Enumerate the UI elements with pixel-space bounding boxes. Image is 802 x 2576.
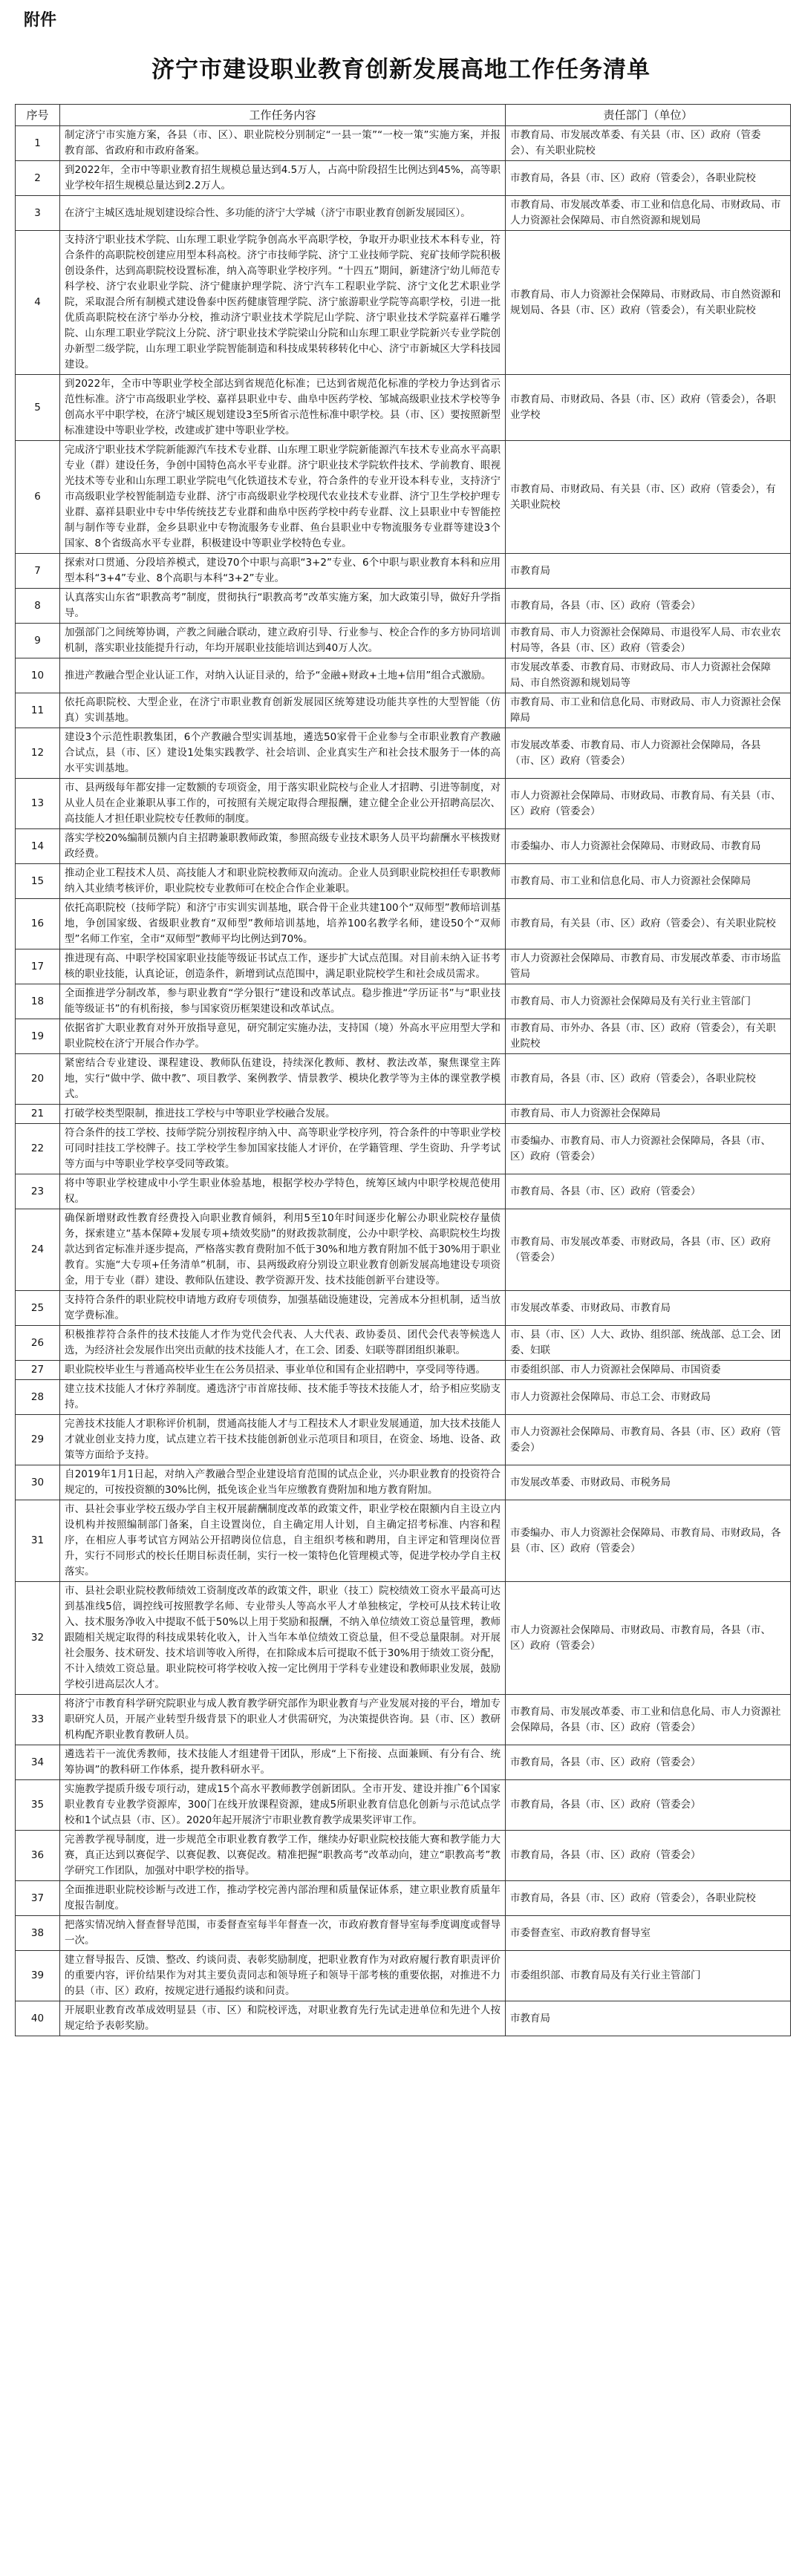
row-number: 5 — [16, 375, 60, 441]
row-number: 16 — [16, 899, 60, 949]
task-content: 把落实情况纳入督查督导范围，市委督查室每半年督查一次，市政府教育督导室每季度调度或督导一次。 — [60, 1916, 506, 1951]
responsible-dept: 市教育局、市财政局、有关县（市、区）政府（管委会），有关职业院校 — [506, 441, 791, 554]
responsible-dept: 市发展改革委、市财政局、市教育局 — [506, 1291, 791, 1326]
task-content: 完善技术技能人才职称评价机制，贯通高技能人才与工程技术人才职业发展通道，加大技术技能人才就业创业支持力度，试点建立若干技术技能创新创业示范项目和项目，在资金、场地、设备、政策等方面给予支持。 — [60, 1415, 506, 1465]
table-body — [16, 126, 791, 2036]
responsible-dept: 市委组织部、市人力资源社会保障局、市国资委 — [506, 1361, 791, 1380]
task-content: 制定济宁市实施方案，各县（市、区）、职业院校分别制定“一县一策”“一校一策”实施方案，并报教育部、省政府和市政府备案。 — [60, 126, 506, 161]
row-number: 27 — [16, 1361, 60, 1380]
task-content: 推进现有高、中职学校国家职业技能等级证书试点工作，逐步扩大试点范围。对目前未纳入证书考核的职业技能，认真论证，创造条件，新增到试点范围中，满足职业院校学生和社会成员需求。 — [60, 949, 506, 984]
row-number: 3 — [16, 196, 60, 231]
task-content: 支持济宁职业技术学院、山东理工职业学院争创高水平高职学校，争取开办职业技术本科专业，符合条件的高职院校创建应用型本科高校。济宁市技师学院、济宁工业技师学院、兖矿技师学院积极创设条件，达到高职院校设置标准，纳入高等职业学校序列。“十四五”期间，新建济宁幼儿师范专科学校、济宁农业职业学院、济宁健康护理学院、济宁汽车工程职业学院、济宁文化艺术职业学院，采取混合所有制模式建设鲁泰中医药健康管理学院、济宁旅游职业学院等高职学校，引进一批优质高职院校在济宁举办分校，推动济宁职业技术学院尼山学院、济宁职业技术学院嘉祥石雕学院、山东理工职业学院汶上分院、济宁职业技术学院梁山分院和山东理工职业学院新兴专业学院创办新型二级学院，山东理工职业学院智能制造和科技成果转移转化中心、济宁市新城区大学科技园建设。 — [60, 231, 506, 375]
header-content: 工作任务内容 — [60, 105, 506, 126]
responsible-dept: 市教育局、市人力资源社会保障局及有关行业主管部门 — [506, 984, 791, 1019]
task-content: 全面推进职业院校诊断与改进工作，推动学校完善内部治理和质量保证体系，建立职业教育质量年度报告制度。 — [60, 1881, 506, 1916]
table-row — [16, 1780, 791, 1831]
row-number: 13 — [16, 779, 60, 829]
responsible-dept: 市教育局，有关县（市、区）政府（管委会）、有关职业院校 — [506, 899, 791, 949]
responsible-dept: 市教育局、市发展改革委、有关县（市、区）政府（管委会）、有关职业院校 — [506, 126, 791, 161]
table-row — [16, 2001, 791, 2036]
table-row — [16, 658, 791, 693]
task-content: 紧密结合专业建设、课程建设、教师队伍建设，持续深化教师、教材、教法改革，聚焦课堂主阵地，实行“做中学、做中教”、项目教学、案例教学、情景教学、模块化教学等为主体的课堂教学模式。 — [60, 1054, 506, 1105]
table-row — [16, 693, 791, 728]
task-content: 依托高职院校、大型企业，在济宁市职业教育创新发展园区统筹建设功能共享性的大型智能（仿真）实训基地。 — [60, 693, 506, 728]
task-content: 依据省扩大职业教育对外开放指导意见，研究制定实施办法，支持国（境）外高水平应用型大学和职业院校在济宁开展合作办学。 — [60, 1019, 506, 1054]
row-number: 37 — [16, 1881, 60, 1916]
responsible-dept: 市教育局 — [506, 2001, 791, 2036]
task-content: 完善教学视导制度，进一步规范全市职业教育教学工作，继续办好职业院校技能大赛和教学能力大赛，真正达到以赛促学、以赛促教、以赛促改。精准把握“职教高考”改革动向，建立“职教高考”教学研究工作团队，加强对中职学校的指导。 — [60, 1831, 506, 1881]
task-table — [15, 104, 791, 2036]
row-number: 12 — [16, 728, 60, 779]
table-row — [16, 196, 791, 231]
table-row — [16, 1105, 791, 1124]
table-row — [16, 161, 791, 196]
task-content: 自2019年1月1日起，对纳入产教融合型企业建设培育范围的试点企业，兴办职业教育的投资符合规定的，可按投资额的30%比例，抵免该企业当年应缴教育费附加和地方教育附加。 — [60, 1465, 506, 1500]
row-number: 23 — [16, 1174, 60, 1209]
row-number: 36 — [16, 1831, 60, 1881]
task-content: 开展职业教育改革成效明显县（市、区）和院校评选，对职业教育先行先试走进单位和先进个人按规定给予表彰奖励。 — [60, 2001, 506, 2036]
task-content: 探索对口贯通、分段培养模式，建设70个中职与高职“3+2”专业、6个中职与职业教育本科和应用型本科“3+4”专业、8个高职与本科“3+2”专业。 — [60, 554, 506, 589]
table-row — [16, 1695, 791, 1745]
task-content: 市、县两级每年都安排一定数额的专项资金，用于落实职业院校与企业人才招聘、引进等制度，对从业人员在企业兼职从事工作的，可按照有关规定取得合理报酬，建立健全企业公开招聘高层次、高技能人才担任职业院校专任教师的制度。 — [60, 779, 506, 829]
table-row — [16, 1582, 791, 1695]
responsible-dept: 市发展改革委、市教育局、市财政局、市人力资源社会保障局、市自然资源和规划局等 — [506, 658, 791, 693]
task-content: 市、县社会事业学校五级办学自主权开展薪酬制度改革的政策文件，职业学校在限额内自主设立内设机构并按照编制部门备案，自主设置岗位，自主确定用人计划，自主确定招考标准、内容和程序，在相应人事考试官方网站公开招聘岗位信息，自主组织考核和聘用，自主评定和管理岗位晋升，实行不同形式的校长任期目标责任制，实行一校一策特色化管理模式等，促进学校办学自主权落实。 — [60, 1500, 506, 1582]
task-content: 确保新增财政性教育经费投入向职业教育倾斜，利用5至10年时间逐步化解公办职业院校存量债务，探索建立“基本保障+发展专项+绩效奖励”的财政拨款制度，公办中职学校、高职院校生均拨款达到省定标准并逐步提高，严格落实教育费附加不低于30%和地方教育附加不低于30%用于职业教育。实施“大专项+任务清单”机制，市、县两级政府分别设立职业教育创新发展高地建设专项资金，用于专业（群）建设、教师队伍建设、教学资源开发、技术技能创新平台建设等。 — [60, 1209, 506, 1291]
task-content: 推动企业工程技术人员、高技能人才和职业院校教师双向流动。企业人员到职业院校担任专职教师纳入其业绩考核评价，职业院校专业教师可在校企合作企业兼职。 — [60, 864, 506, 899]
responsible-dept: 市人力资源社会保障局、市财政局、市教育局，各县（市、区）政府（管委会） — [506, 1582, 791, 1695]
table-row — [16, 1054, 791, 1105]
table-row — [16, 984, 791, 1019]
row-number: 14 — [16, 829, 60, 864]
table-row — [16, 1380, 791, 1415]
row-number: 31 — [16, 1500, 60, 1582]
table-header-row — [16, 105, 791, 126]
table-row — [16, 375, 791, 441]
table-row — [16, 829, 791, 864]
table-row — [16, 554, 791, 589]
task-content: 将中等职业学校建成中小学生职业体验基地，根据学校办学特色，统筹区域内中职学校规范使用权。 — [60, 1174, 506, 1209]
responsible-dept: 市教育局、市人力资源社会保障局、市财政局、市自然资源和规划局、各县（市、区）政府（管委会），有关职业院校 — [506, 231, 791, 375]
responsible-dept: 市教育局，各县（市、区）政府（管委会），各职业院校 — [506, 1054, 791, 1105]
row-number: 17 — [16, 949, 60, 984]
responsible-dept: 市教育局，各县（市、区）政府（管委会），各职业院校 — [506, 1881, 791, 1916]
task-content: 落实学校20%编制员额内自主招聘兼职教师政策，参照高级专业技术职务人员平均薪酬水平核拨财政经费。 — [60, 829, 506, 864]
task-content: 到2022年，全市中等职业教育招生规模总量达到4.5万人，占高中阶段招生比例达到45%，高等职业学校年招生规模总量达到2.2万人。 — [60, 161, 506, 196]
task-content: 到2022年，全市中等职业学校全部达到省规范化标准；已达到省规范化标准的学校力争达到省示范性标准。济宁市高级职业学校、嘉祥县职业中专、曲阜中医药学校、邹城高级职业技术学校等争创高水平中职学校，在济宁城区规划建设3至5所省示范性标准中职学校。县（市、区）要按照新型标准建设中等职业学校，改建或扩建中等职业学校。 — [60, 375, 506, 441]
responsible-dept: 市教育局 — [506, 554, 791, 589]
responsible-dept: 市教育局、市发展改革委、市工业和信息化局、市财政局、市人力资源社会保障局、市自然资源和规划局 — [506, 196, 791, 231]
table-row — [16, 1465, 791, 1500]
table-row — [16, 126, 791, 161]
task-content: 完成济宁职业技术学院新能源汽车技术专业群、山东理工职业学院新能源汽车技术专业高水平高职专业（群）建设任务，争创中国特色高水平专业群。济宁职业技术学院软件技术、学前教育、眼视光技术等专业和山东理工职业学院电气化铁道技术专业，符合条件的专业开设本科专业，支持济宁市高级职业学校智能制造专业群、济宁市高级职业学校现代农业技术专业群、济宁卫生学校护理专业群、嘉祥县职业中专中华传统技艺专业群和曲阜中医药学校中药专业群、汶上县职业中专智能控制与制作等专业群，金乡县职业中专物流服务专业群、鱼台县职业中专物流服务专业群等建设3个国家、8个省级高水平专业群，积极建设中等职业学校特色专业。 — [60, 441, 506, 554]
table-row — [16, 949, 791, 984]
responsible-dept: 市教育局、市工业和信息化局、市财政局、市人力资源社会保障局 — [506, 693, 791, 728]
table-row — [16, 1124, 791, 1174]
row-number: 6 — [16, 441, 60, 554]
table-row — [16, 1019, 791, 1054]
task-content: 在济宁主城区选址规划建设综合性、多功能的济宁大学城（济宁市职业教育创新发展园区）。 — [60, 196, 506, 231]
responsible-dept: 市教育局、市人力资源社会保障局、市退役军人局、市农业农村局等，各县（市、区）政府（管委会） — [506, 624, 791, 658]
row-number: 9 — [16, 624, 60, 658]
table-row — [16, 589, 791, 624]
table-row — [16, 864, 791, 899]
row-number: 15 — [16, 864, 60, 899]
row-number: 28 — [16, 1380, 60, 1415]
row-number: 2 — [16, 161, 60, 196]
table-row — [16, 1831, 791, 1881]
row-number: 19 — [16, 1019, 60, 1054]
row-number: 25 — [16, 1291, 60, 1326]
table-row — [16, 1500, 791, 1582]
row-number: 38 — [16, 1916, 60, 1951]
responsible-dept: 市委编办、市人力资源社会保障局、市教育局、市财政局，各县（市、区）政府（管委会） — [506, 1500, 791, 1582]
table-row — [16, 1951, 791, 2001]
table-row — [16, 1415, 791, 1465]
task-content: 积极推荐符合条件的技术技能人才作为党代会代表、人大代表、政协委员、团代会代表等候选人选，为经济社会发展作出突出贡献的技术技能人才，在工会、团委、妇联等群团组织兼职。 — [60, 1326, 506, 1361]
task-content: 遴选若干一流优秀教师，技术技能人才组建骨干团队，形成“上下衔接、点面兼顾、有分有合、统筹协调”的教科研工作体系，提升教科研水平。 — [60, 1745, 506, 1780]
row-number: 8 — [16, 589, 60, 624]
table-row — [16, 1174, 791, 1209]
document-title: 济宁市建设职业教育创新发展高地工作任务清单 — [151, 56, 651, 83]
row-number: 29 — [16, 1415, 60, 1465]
row-number: 20 — [16, 1054, 60, 1105]
task-content: 支持符合条件的职业院校申请地方政府专项债券，加强基础设施建设，完善成本分担机制，适当放宽学费标准。 — [60, 1291, 506, 1326]
responsible-dept: 市教育局、各县（市、区）政府（管委会） — [506, 1174, 791, 1209]
responsible-dept: 市人力资源社会保障局、市教育局、各县（市、区）政府（管委会） — [506, 1415, 791, 1465]
table-row — [16, 728, 791, 779]
table-row — [16, 1209, 791, 1291]
task-content: 实施教学提质升级专项行动，建成15个高水平教师教学创新团队。全市开发、建设并推广6个国家职业教育专业教学资源库，300门在线开放课程资源，建成5所职业教育信息化创新与示范试点学校和1个试点县（市、区）。2020年起开展济宁市职业教育教学成果奖评审工作。 — [60, 1780, 506, 1831]
row-number: 35 — [16, 1780, 60, 1831]
table-row — [16, 1881, 791, 1916]
responsible-dept: 市委组织部、市教育局及有关行业主管部门 — [506, 1951, 791, 2001]
row-number: 24 — [16, 1209, 60, 1291]
table-row — [16, 1291, 791, 1326]
task-content: 职业院校毕业生与普通高校毕业生在公务员招录、事业单位和国有企业招聘中，享受同等待遇。 — [60, 1361, 506, 1380]
row-number: 22 — [16, 1124, 60, 1174]
task-content: 将济宁市教育科学研究院职业与成人教育教学研究部作为职业教育与产业发展对接的平台，增加专职研究人员，开展产业转型升级背景下的职业人才供需研究，为决策提供咨询。县（市、区）教研机构配齐职业教育教研人员。 — [60, 1695, 506, 1745]
row-number: 30 — [16, 1465, 60, 1500]
responsible-dept: 市教育局、市人力资源社会保障局 — [506, 1105, 791, 1124]
attachment-label: 附件 — [24, 11, 57, 30]
row-number: 7 — [16, 554, 60, 589]
responsible-dept: 市教育局、市发展改革委、市工业和信息化局、市人力资源社会保障局，各县（市、区）政府（管委会） — [506, 1695, 791, 1745]
table-row — [16, 899, 791, 949]
task-content: 打破学校类型限制，推进技工学校与中等职业学校融合发展。 — [60, 1105, 506, 1124]
responsible-dept: 市发展改革委、市财政局、市税务局 — [506, 1465, 791, 1500]
row-number: 4 — [16, 231, 60, 375]
task-content: 全面推进学分制改革，参与职业教育“学分银行”建设和改革试点。稳步推进“学历证书”与“职业技能等级证书”的有机衔接，参与国家资历框架建设和改革试点。 — [60, 984, 506, 1019]
responsible-dept: 市委督查室、市政府教育督导室 — [506, 1916, 791, 1951]
row-number: 10 — [16, 658, 60, 693]
responsible-dept: 市人力资源社会保障局、市教育局、市发展改革委、市市场监管局 — [506, 949, 791, 984]
row-number: 34 — [16, 1745, 60, 1780]
responsible-dept: 市教育局、市发展改革委、市财政局，各县（市、区）政府（管委会） — [506, 1209, 791, 1291]
responsible-dept: 市教育局、市外办、各县（市、区）政府（管委会），有关职业院校 — [506, 1019, 791, 1054]
table-row — [16, 1916, 791, 1951]
responsible-dept: 市委编办、市人力资源社会保障局、市财政局、市教育局 — [506, 829, 791, 864]
row-number: 32 — [16, 1582, 60, 1695]
responsible-dept: 市教育局，各县（市、区）政府（管委会），各职业院校 — [506, 161, 791, 196]
task-content: 建设3个示范性职教集团，6个产教融合型实训基地，遴选50家骨干企业参与全市职业教育产教融合试点，县（市、区）建设1处集实践教学、社会培训、企业真实生产和社会技术服务于一体的高水平实训基地。 — [60, 728, 506, 779]
row-number: 11 — [16, 693, 60, 728]
task-content: 加强部门之间统筹协调，产教之间融合联动，建立政府引导、行业参与、校企合作的多方协同培训机制，落实职业技能提升行动，年均开展职业技能培训达到40万人次。 — [60, 624, 506, 658]
table-row — [16, 779, 791, 829]
responsible-dept: 市教育局，各县（市、区）政府（管委会） — [506, 589, 791, 624]
row-number: 21 — [16, 1105, 60, 1124]
table-row — [16, 624, 791, 658]
header-no: 序号 — [16, 105, 60, 126]
task-content: 市、县社会职业院校教师绩效工资制度改革的政策文件，职业（技工）院校绩效工资水平最高可达到基准线5倍，调控线可按照教学名师、专业带头人等高水平人才单独核定，学校可从技术转让收入、技术服务净收入中提取不低于50%以上用于奖励和报酬，不纳入单位绩效工资总量管理，教师跟随相关规定取得的科技成果转化收入，计入当年本单位绩效工资总量，但不受总量限制。对开展社会服务、技术研发、技术培训等收入所得，在扣除成本后可提取不低于30%用于绩效工资分配，不计入绩效工资总量。职业院校可将学校收入按一定比例用于学科专业建设和教师职业发展，鼓励学校引进高层次人才。 — [60, 1582, 506, 1695]
task-content: 依托高职院校（技师学院）和济宁市实训实训基地，联合骨干企业共建100个“双师型”教师培训基地，争创国家级、省级职业教育“双师型”教师培训基地，培养100名教学名师，建设50个“双师型”名师工作室，全市“双师型”教师平均比例达到70%。 — [60, 899, 506, 949]
table-row — [16, 1745, 791, 1780]
row-number: 33 — [16, 1695, 60, 1745]
row-number: 1 — [16, 126, 60, 161]
task-content: 认真落实山东省“职教高考”制度，贯彻执行“职教高考”改革实施方案，加大政策引导，做好升学指导。 — [60, 589, 506, 624]
table-row — [16, 231, 791, 375]
responsible-dept: 市教育局，各县（市、区）政府（管委会） — [506, 1745, 791, 1780]
responsible-dept: 市人力资源社会保障局、市财政局、市教育局、有关县（市、区）政府（管委会） — [506, 779, 791, 829]
task-content: 建立技术技能人才休疗养制度。遴选济宁市首席技师、技术能手等技术技能人才，给予相应奖励支持。 — [60, 1380, 506, 1415]
row-number: 40 — [16, 2001, 60, 2036]
row-number: 39 — [16, 1951, 60, 2001]
responsible-dept: 市教育局、市工业和信息化局、市人力资源社会保障局 — [506, 864, 791, 899]
row-number: 18 — [16, 984, 60, 1019]
row-number: 26 — [16, 1326, 60, 1361]
table-row — [16, 441, 791, 554]
responsible-dept: 市发展改革委、市教育局、市人力资源社会保障局，各县（市、区）政府（管委会） — [506, 728, 791, 779]
table-row — [16, 1326, 791, 1361]
task-content: 推进产教融合型企业认证工作，对纳入认证目录的，给予“金融+财政+土地+信用”组合式激励。 — [60, 658, 506, 693]
responsible-dept: 市、县（市、区）人大、政协、组织部、统战部、总工会、团委、妇联 — [506, 1326, 791, 1361]
task-content: 建立督导报告、反馈、整改、约谈问责、表彰奖励制度，把职业教育作为对政府履行教育职责评价的重要内容，评价结果作为对其主要负责同志和领导班子和领导干部考核的重要依据，对推进不力的县（市、区）政府，按规定进行通报约谈和问责。 — [60, 1951, 506, 2001]
task-content: 符合条件的技工学校、技师学院分别按程序纳入中、高等职业学校序列，符合条件的中等职业学校可同时挂技工学校牌子。技工学校学生参加国家技能人才评价，在学籍管理、学生资助、升学考试等方面与中等职业学校享受同等政策。 — [60, 1124, 506, 1174]
table-row — [16, 1361, 791, 1380]
header-dept: 责任部门（单位） — [506, 105, 791, 126]
responsible-dept: 市教育局、市财政局、各县（市、区）政府（管委会），各职业学校 — [506, 375, 791, 441]
responsible-dept: 市教育局，各县（市、区）政府（管委会） — [506, 1831, 791, 1881]
responsible-dept: 市人力资源社会保障局、市总工会、市财政局 — [506, 1380, 791, 1415]
responsible-dept: 市教育局，各县（市、区）政府（管委会） — [506, 1780, 791, 1831]
responsible-dept: 市委编办、市教育局、市人力资源社会保障局，各县（市、区）政府（管委会） — [506, 1124, 791, 1174]
